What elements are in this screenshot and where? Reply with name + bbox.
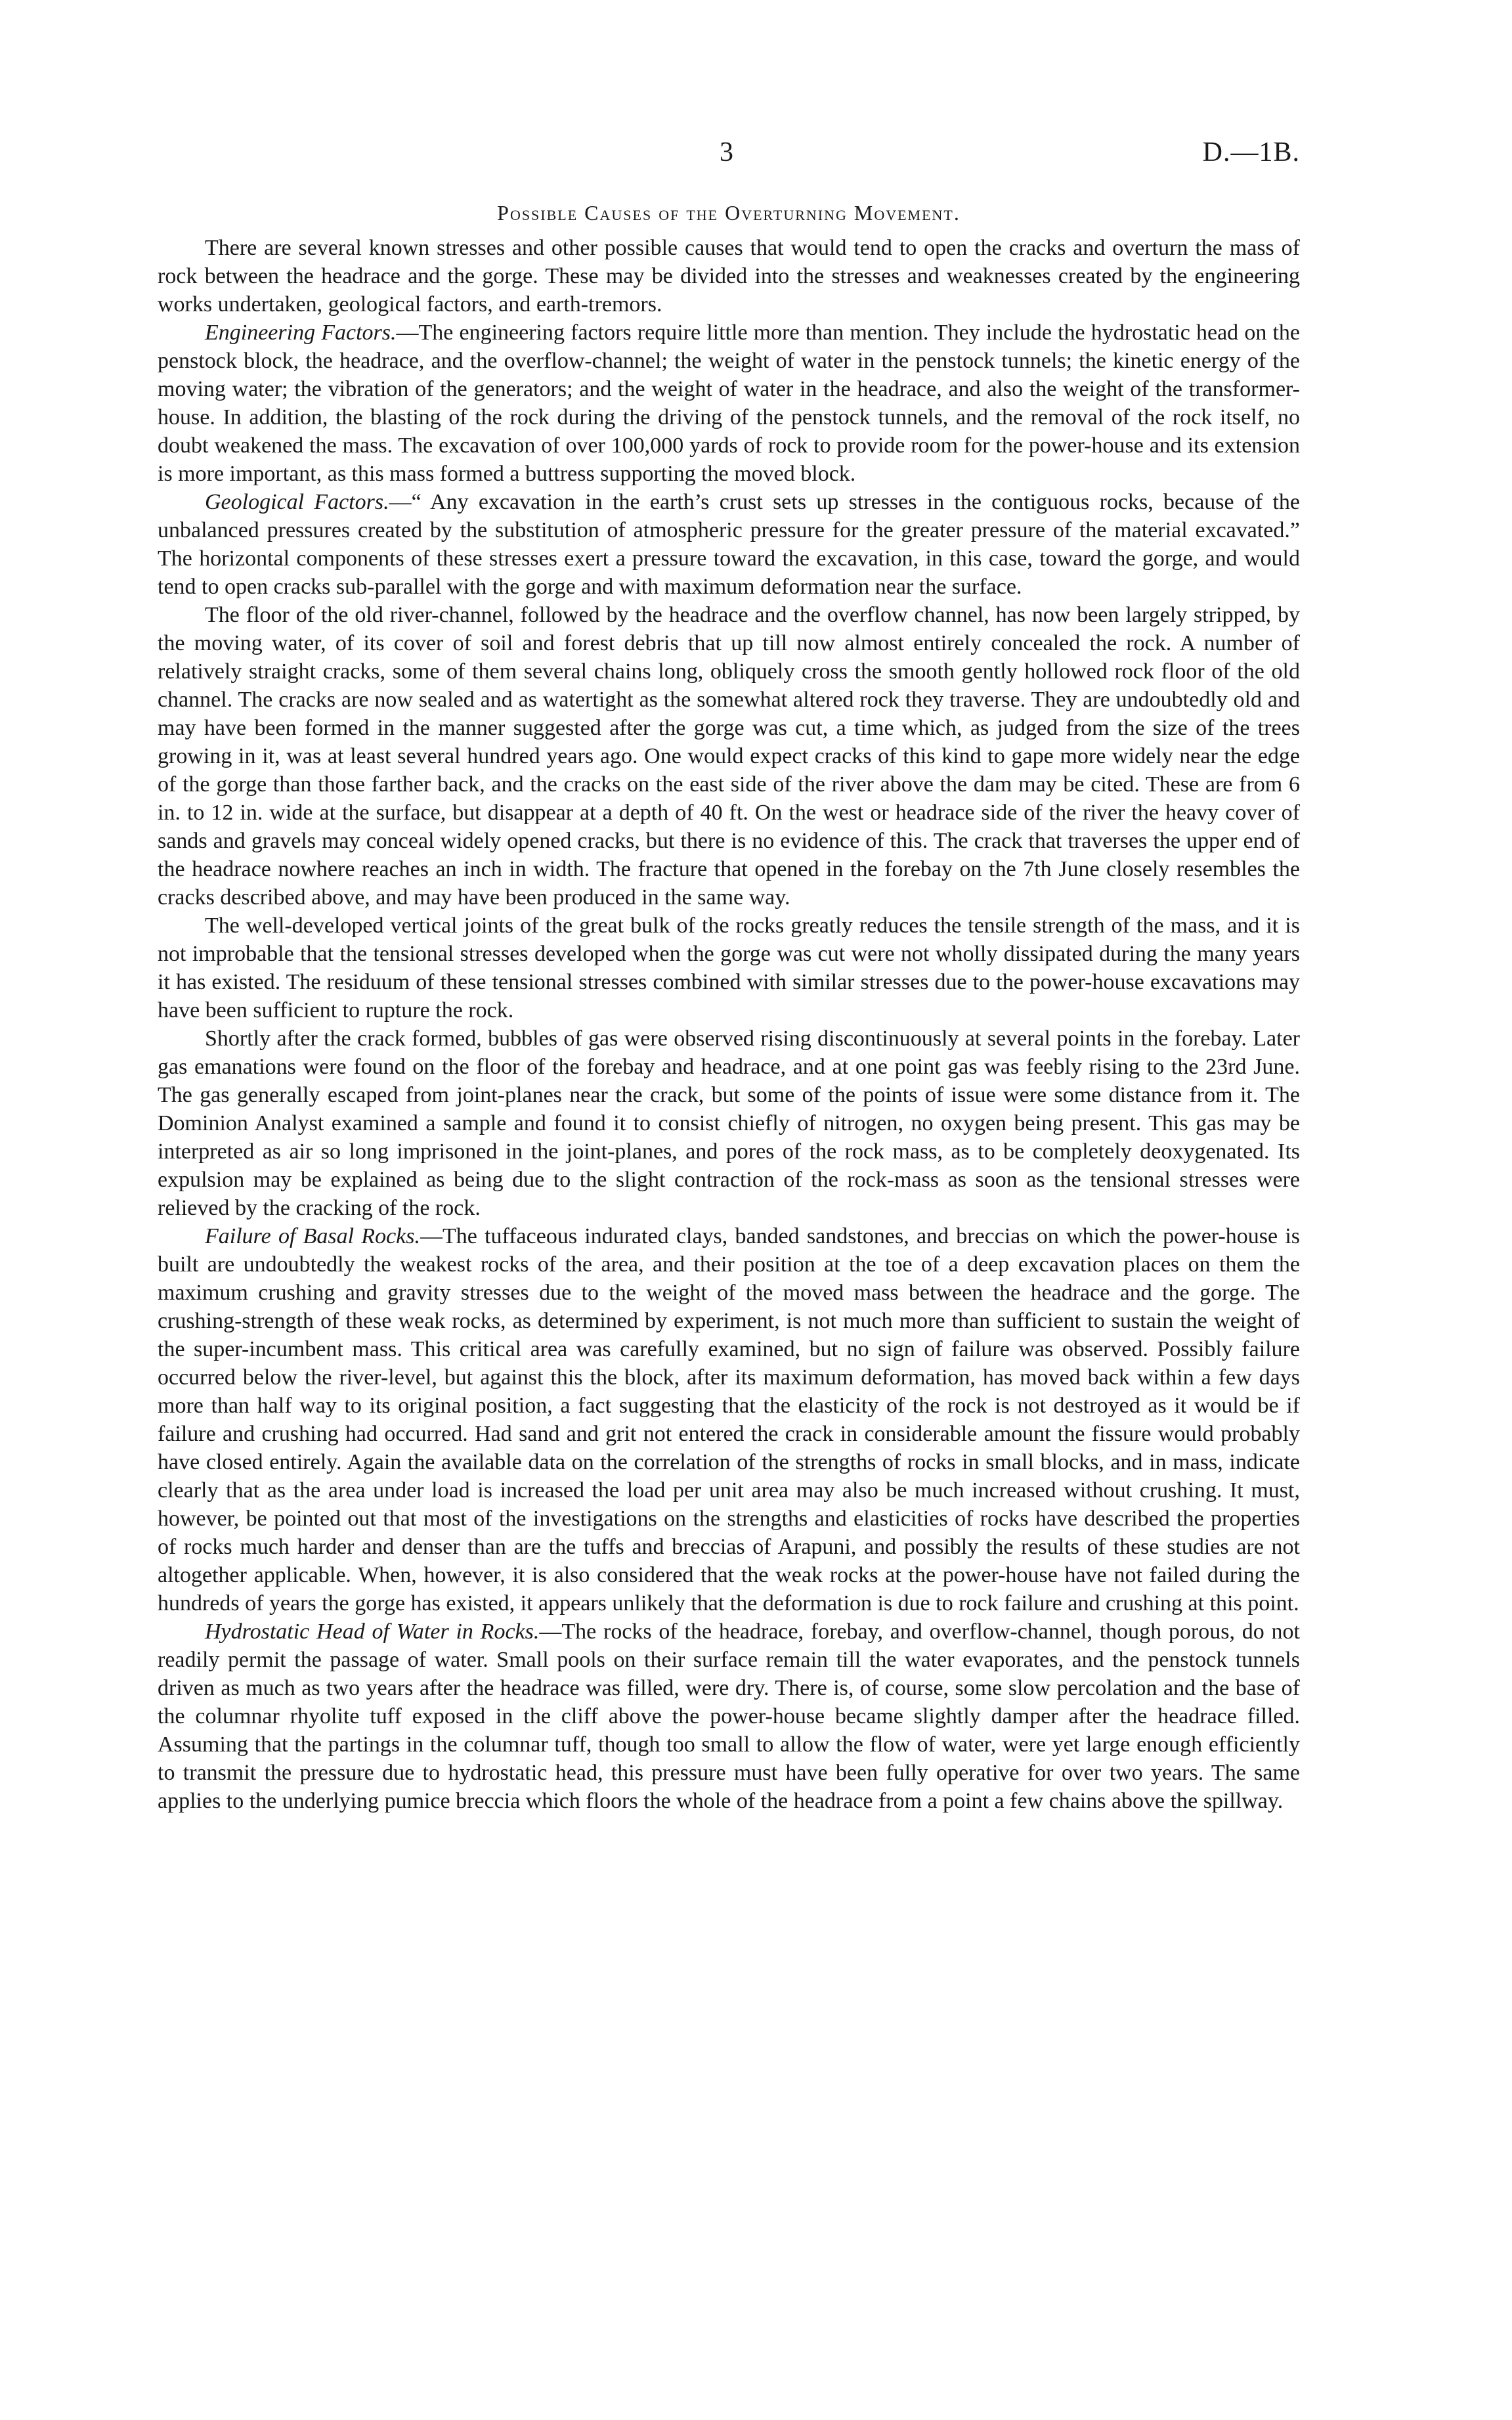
paragraph-lead: Failure of Basal Rocks. — [205, 1224, 420, 1248]
body-text — [158, 234, 1300, 1815]
paragraph-text: Shortly after the crack formed, bubbles of gas were observed rising discontinuously at several points in the forebay. Later gas emanations were found on the floor of the forebay and headrace, and at one point gas was feebly rising to the 23rd June. The gas generally escaped from joint-planes near the crack, but some of the points of issue were some distance from it. The Dominion Analyst examined a sample and found it to consist chiefly of nitrogen, no oxygen being present. This gas may be interpreted as air so long imprisoned in the joint-planes, and pores of the rock mass, as to be completely deoxygenated. Its expulsion may be explained as being due to the slight contraction of the rock-mass as soon as the tensional stresses were relieved by the cracking of the rock. — [158, 1026, 1300, 1220]
paragraph-text: —“ Any excavation in the earth’s crust sets up stresses in the contiguous rocks, because of the unbalanced pressures created by the substitution of atmospheric pressure for the greater pressure of the material excavated.” The horizontal components of these stresses exert a pressure toward the excavation, in this case, toward the gorge, and would tend to open cracks sub-parallel with the gorge and with maximum deformation near the surface. — [158, 490, 1300, 599]
section-heading: Possible Causes of the Overturning Movement. — [497, 201, 961, 225]
paragraph-engineering-factors — [158, 319, 1300, 488]
document-reference: D.—1B. — [1202, 137, 1300, 167]
paragraph-lead: Geological Factors. — [205, 490, 389, 514]
paragraph-text: There are several known stresses and other possible causes that would tend to open the cracks and overturn the mass of rock between the headrace and the gorge. These may be divided into the stresses and weaknesses created by the engineering works undertaken, geological factors, and earth-tremors. — [158, 236, 1300, 317]
paragraph-text: The floor of the old river-channel, followed by the headrace and the overflow channel, has now been largely stripped, by the moving water, of its cover of soil and forest debris that up till now almost entirely concealed the rock. A number of relatively straight cracks, some of them several chains long, obliquely cross the smooth gently hollowed rock floor of the old channel. The cracks are now sealed and as watertight as the somewhat altered rock they traverse. They are undoubtedly old and may have been formed in the manner suggested after the gorge was cut, a time which, as judged from the size of the trees growing in it, was at least several hundred years ago. One would expect cracks of this kind to gape more widely near the edge of the gorge than those farther back, and the cracks on the east side of the river above the dam may be cited. These are from 6 in. to 12 in. wide at the surface, but disappear at a depth of 40 ft. On the west or headrace side of the river the heavy cover of sands and gravels may conceal widely opened cracks, but there is no evidence of this. The crack that traverses the upper end of the headrace nowhere reaches an inch in width. The fracture that opened in the forebay on the 7th June closely resembles the cracks described above, and may have been produced in the same way. — [158, 603, 1300, 910]
page-number: 3 — [720, 137, 733, 167]
paragraph-vertical-joints — [158, 912, 1300, 1024]
paragraph-text: —The rocks of the headrace, forebay, and overflow-channel, though porous, do not readily permit the passage of water. Small pools on their surface remain till the water evaporates, and the penstock tunnels driven as much as two years after the headrace was filled, were dry. There is, of course, some slow percolation and the base of the columnar rhyolite tuff exposed in the cliff above the power-house became slightly damper after the headrace filled. Assuming that the partings in the columnar tuff, though too small to allow the flow of water, were yet large enough efficiently to transmit the pressure due to hydrostatic head, this pressure must have been fully operative for over two years. The same applies to the underlying pumice breccia which floors the whole of the headrace from a point a few chains above the spillway. — [158, 1619, 1300, 1813]
paragraph-lead: Engineering Factors. — [205, 320, 397, 345]
paragraph-text: —The engineering factors require little more than mention. They include the hydrostatic head on the penstock block, the headrace, and the overflow-channel; the weight of water in the penstock tunnels; the kinetic energy of the moving water; the vibration of the generators; and the weight of water in the headrace, and also the weight of the transformer-house. In addition, the blasting of the rock during the driving of the penstock tunnels, and the removal of the rock itself, no doubt weakened the mass. The excavation of over 100,000 yards of rock to provide room for the power-house and its extension is more important, as this mass formed a buttress supporting the moved block. — [158, 320, 1301, 486]
paragraph-hydrostatic-head — [158, 1617, 1300, 1815]
paragraph-failure-basal-rocks — [158, 1222, 1300, 1617]
paragraph-lead: Hydrostatic Head of Water in Rocks. — [205, 1619, 540, 1644]
paragraph-old-river-channel — [158, 601, 1300, 912]
paragraph-gas-bubbles — [158, 1024, 1300, 1222]
paragraph-text: The well-developed vertical joints of the great bulk of the rocks greatly reduces the tensile strength of the mass, and it is not improbable that the tensional stresses developed when the gorge was cut were not wholly dissipated during the many years it has existed. The residuum of these tensional stresses combined with similar stresses due to the power-house excavations may have been sufficient to rupture the rock. — [158, 913, 1300, 1023]
paragraph-intro — [158, 234, 1300, 319]
running-head — [158, 137, 1300, 176]
paragraph-text: —The tuffaceous indurated clays, banded sandstones, and breccias on which the power-house is built are undoubtedly the weakest rocks of the area, and their position at the toe of a deep excavation places on them the maximum crushing and gravity stresses due to the weight of the moved mass between the headrace and the gorge. The crushing-strength of these weak rocks, as determined by experiment, is not much more than sufficient to sustain the weight of the super-incumbent mass. This critical area was carefully examined, but no sign of failure was observed. Possibly failure occurred below the river-level, but against this the block, after its maximum deformation, has moved back within a few days more than half way to its original position, a fact suggesting that the elasticity of the rock is not destroyed as it would be if failure and crushing had occurred. Had sand and grit not entered the crack in considerable amount the fissure would probably have closed entirely. Again the available data on the correlation of the strengths of rocks in small blocks, and in mass, indicate clearly that as the area under load is increased the load per unit area may also be much increased without crushing. It must, however, be pointed out that most of the investigations on the strengths and elasticities of rocks have described the properties of rocks much harder and denser than are the tuffs and breccias of Arapuni, and possibly the results of these studies are not altogether applicable. When, however, it is also considered that the weak rocks at the power-house have not failed during the hundreds of years the gorge has existed, it appears unlikely that the deformation is due to rock failure and crushing at this point. — [158, 1224, 1300, 1616]
paragraph-geological-factors — [158, 488, 1300, 601]
